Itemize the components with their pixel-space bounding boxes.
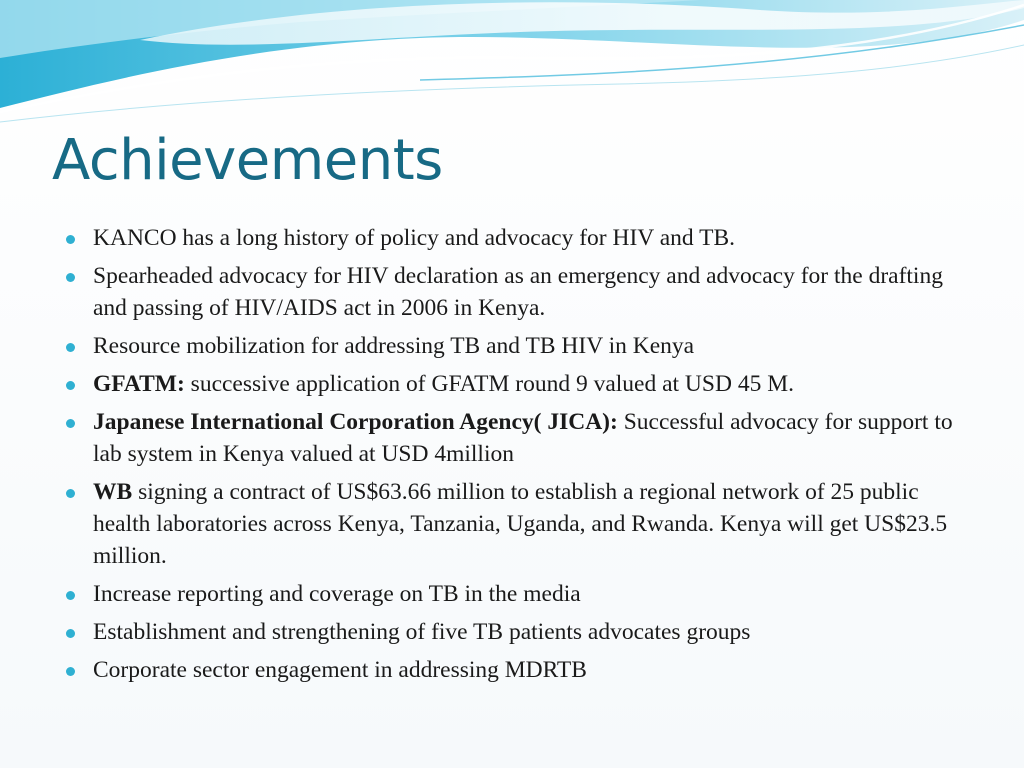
- bullet-text: signing a contract of US$63.66 million to establish a regional network of 25 public health laboratories across Kenya, Tanzania, Uganda, and Rwanda. Kenya will get US$23.5 million.: [93, 479, 948, 569]
- bullet-item: [64, 330, 964, 362]
- bullet-text: Spearheaded advocacy for HIV declaration as an emergency and advocacy for the drafting and passing of HIV/AIDS act in 2006 in Kenya.: [93, 263, 943, 321]
- bullet-item: [64, 368, 964, 400]
- bullet-icon: [66, 343, 75, 352]
- bullet-icon: [66, 489, 75, 498]
- bullet-bold-text: WB: [93, 479, 133, 505]
- bullet-text: Establishment and strengthening of five TB patients advocates groups: [93, 619, 751, 645]
- bullet-icon: [66, 419, 75, 428]
- bullet-text: Resource mobilization for addressing TB and TB HIV in Kenya: [93, 333, 695, 359]
- bullet-icon: [66, 591, 75, 600]
- bullet-text: Increase reporting and coverage on TB in the media: [93, 581, 581, 607]
- bullet-item: [64, 406, 964, 470]
- bullet-item: [64, 476, 964, 572]
- bullet-icon: [66, 667, 75, 676]
- header-wave-decoration: [0, 0, 1024, 130]
- bullet-item: [64, 260, 964, 324]
- bullet-icon: [66, 273, 75, 282]
- bullet-text: Successful advocacy for support to lab system in Kenya valued at USD 4million: [93, 409, 953, 467]
- bullet-bold-text: Japanese International Corporation Agency( JICA):: [93, 409, 618, 435]
- slide-title: Achievements: [52, 128, 443, 193]
- bullet-icon: [66, 629, 75, 638]
- bullet-item: [64, 222, 964, 254]
- bullet-text: KANCO has a long history of policy and advocacy for HIV and TB.: [93, 225, 735, 251]
- bullet-bold-text: GFATM:: [93, 371, 185, 397]
- bullet-item: [64, 578, 964, 610]
- bullet-icon: [66, 235, 75, 244]
- bullet-list: [64, 222, 964, 692]
- bullet-icon: [66, 381, 75, 390]
- bullet-text: successive application of GFATM round 9 valued at USD 45 M.: [184, 371, 794, 397]
- bullet-item: [64, 654, 964, 686]
- bullet-text: Corporate sector engagement in addressing MDRTB: [93, 657, 587, 683]
- bullet-item: [64, 616, 964, 648]
